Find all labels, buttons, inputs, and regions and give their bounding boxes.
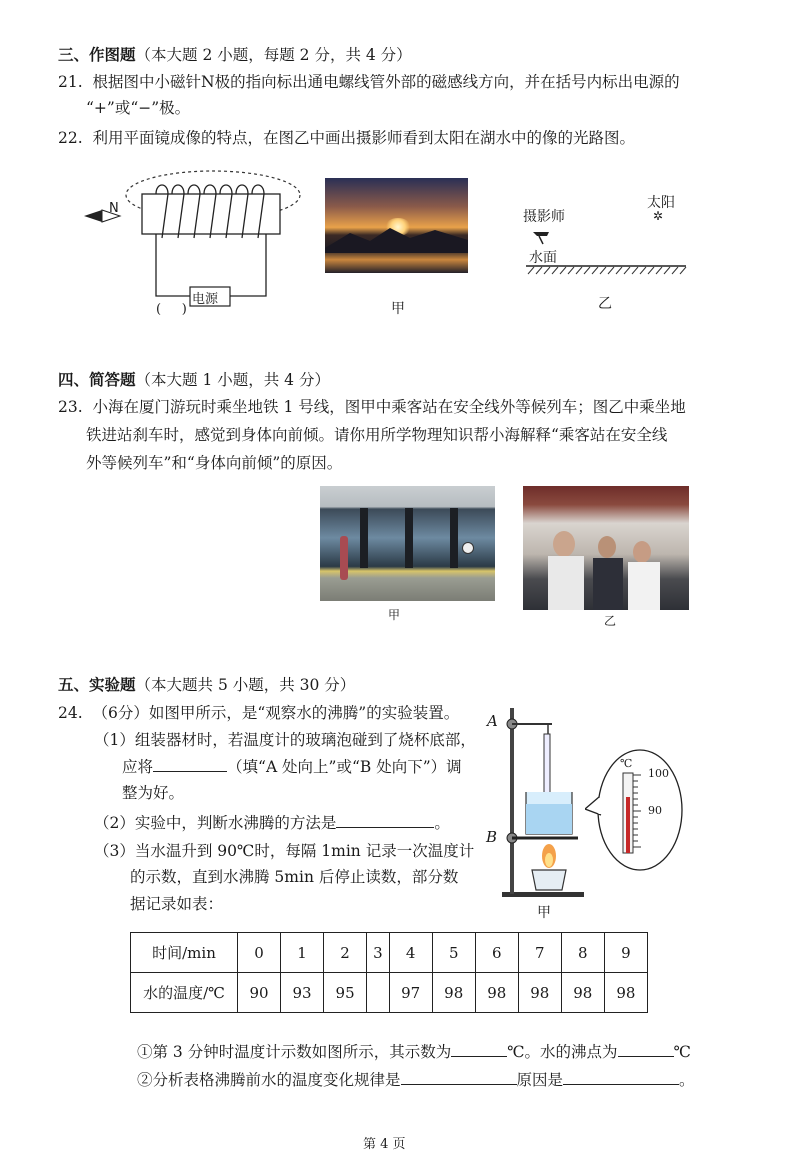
question-number: 23. [58,398,83,416]
camera-icon [531,227,553,247]
table-cell: 7 [518,933,561,973]
water-surface-line [526,264,688,278]
subway-platform-photo [320,486,495,601]
thermometer-unit: ℃ [620,757,633,770]
q24-sub-2 [137,1068,695,1091]
subway-jia-caption: 甲 [388,608,401,622]
section-3-heading [58,44,412,66]
table-cell: 1 [281,933,324,973]
sun-icon: ✲ [653,209,664,223]
text-segment: ②分析表格沸腾前水的温度变化规律是 [137,1071,401,1089]
photographer-label: 摄影师 [523,209,565,225]
table-cell: 4 [389,933,432,973]
q24-part1-line2 [122,755,462,778]
question-23-line2: 铁进站刹车时，感觉到身体向前倾。请你用所学物理知识帮小海解释“乘客站在安全线 [86,426,668,444]
question-number: 22. [58,129,83,147]
figure-jia-caption: 甲 [391,301,405,317]
text-segment: 应将 [122,758,154,776]
compass-needle-icon [84,210,102,222]
q24-part3-line1: （3）当水温升到 90℃时，每隔 1min 记录一次温度计 [94,842,475,860]
water-surface-label: 水面 [529,250,557,266]
answer-blank[interactable] [401,1068,517,1085]
question-24-intro [58,702,459,724]
text-segment: ℃ [673,1043,691,1061]
table-cell: 95 [324,973,367,1013]
question-23-line3: 外等候列车”和“身体向前倾”的原因。 [86,454,343,472]
question-22 [58,127,635,149]
sun-label: 太阳 [647,195,675,211]
thermometer-tick-100: 100 [648,767,669,780]
table-cell: 90 [238,973,281,1013]
answer-blank[interactable] [563,1068,679,1085]
question-23-line1 [58,396,686,418]
subway-carriage-photo [523,486,689,610]
question-text: 小海在厦门游玩时乘坐地铁 1 号线，图甲中乘客站在安全线外等候列车；图乙中乘坐地 [92,398,686,416]
answer-blank[interactable] [153,755,227,772]
subway-yi-caption: 乙 [604,614,617,628]
wire-right [230,234,266,296]
answer-parenthesis: ( ) [156,302,187,317]
table-cell: 98 [518,973,561,1013]
answer-blank[interactable] [336,811,434,828]
text-segment: 原因是 [516,1071,564,1089]
section-4-heading [58,369,330,391]
thermometer-callout [585,745,685,875]
table-cell-blank[interactable] [367,973,390,1013]
q24-sub-1 [137,1040,691,1063]
table-cell: 98 [604,973,647,1013]
section-subtitle: （本大题 2 小题，每题 2 分，共 4 分） [135,46,412,64]
table-cell: 8 [561,933,604,973]
table-row-time [131,933,648,973]
answer-blank[interactable] [618,1040,674,1057]
table-cell: 93 [281,973,324,1013]
temperature-table [130,932,648,1013]
question-text: 利用平面镜成像的特点，在图乙中画出摄影师看到太阳在湖水中的像的光路图。 [92,129,636,147]
q24-part3-line2: 的示数，直到水沸腾 5min 后停止读数，部分数 [130,868,459,886]
table-cell: 6 [475,933,518,973]
text-segment: （2）实验中，判断水沸腾的方法是 [94,814,337,832]
section-subtitle: （本大题共 5 小题，共 30 分） [135,676,356,694]
q24-part1-line3: 整为好。 [122,784,185,802]
table-cell: 9 [604,933,647,973]
thermometer-tick-90: 90 [648,804,662,817]
q24-part1-line1: （1）组装器材时，若温度计的玻璃泡碰到了烧杯底部， [94,731,476,749]
text-segment: 。 [434,814,450,832]
section-title: 四、简答题 [58,371,136,389]
figure-yi-caption: 乙 [598,296,612,312]
section-subtitle: （本大题 1 小题，共 4 分） [135,371,330,389]
table-cell: 97 [389,973,432,1013]
question-number: 24. [58,704,83,722]
question-21-line2: “+”或“−”极。 [86,99,191,117]
boiling-apparatus-diagram [496,700,596,900]
answer-blank[interactable] [451,1040,507,1057]
question-text: 根据图中小磁针N极的指向标出通电螺线管外部的磁感线方向，并在括号内标出电源的 [92,73,680,91]
sunset-lake-photo [325,178,468,273]
q24-part3-line3: 据记录如表： [130,895,224,913]
wire-left [156,234,190,296]
text-segment: ①第 3 分钟时温度计示数如图所示，其示数为 [137,1043,452,1061]
question-21-line1 [58,71,680,93]
label-a: A [487,712,498,730]
table-cell: 98 [475,973,518,1013]
question-text: （6分）如图甲所示，是“观察水的沸腾”的实验装置。 [92,704,460,722]
section-title: 五、实验题 [58,676,136,694]
text-segment: 。 [679,1071,695,1089]
q24-part2 [94,811,450,834]
power-supply-label: 电源 [192,292,219,307]
section-title: 三、作图题 [58,46,136,64]
table-row-temp [131,973,648,1013]
table-header: 时间/min [131,933,238,973]
question-number: 21. [58,73,83,91]
text-segment: （填“A 处向上”或“B 处向下”）调 [227,758,462,776]
table-cell: 0 [238,933,281,973]
page-number: 第 4 页 [363,1137,406,1152]
table-header: 水的温度/℃ [131,973,238,1013]
section-5-heading [58,674,355,696]
n-pole-label: N [109,201,119,216]
text-segment: ℃。水的沸点为 [507,1043,618,1061]
table-cell: 3 [367,933,390,973]
table-cell: 2 [324,933,367,973]
apparatus-caption: 甲 [537,905,551,921]
table-cell: 98 [432,973,475,1013]
label-b: B [486,828,498,846]
table-cell: 5 [432,933,475,973]
table-cell: 98 [561,973,604,1013]
